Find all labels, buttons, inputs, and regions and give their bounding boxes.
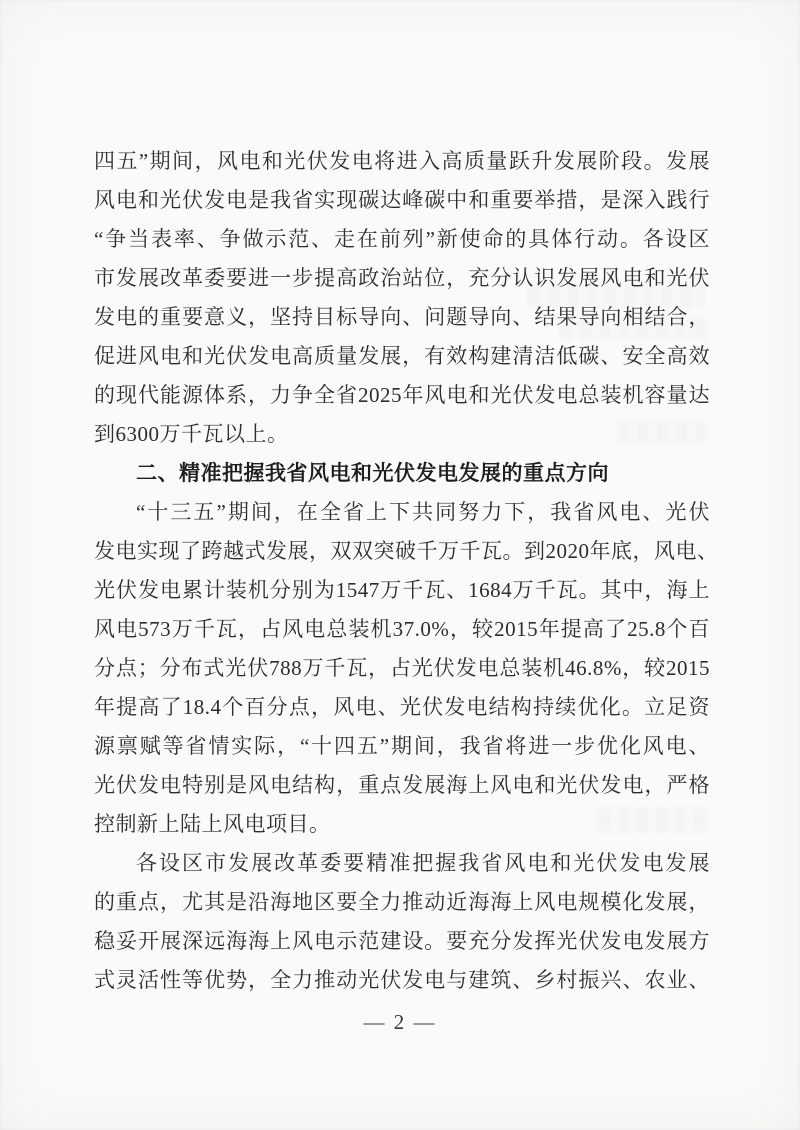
text-line: 的重点，尤其是沿海地区要全力推动近海海上风电规模化发展， (94, 890, 710, 914)
text-line: 源禀赋等省情实际，“十四五”期间，我省将进一步优化风电、 (94, 734, 710, 758)
text-line: 发电的重要意义，坚持目标导向、问题导向、结果导向相结合， (94, 305, 710, 329)
text-line: “十三五”期间，在全省上下共同努力下，我省风电、光伏 (136, 500, 710, 524)
text-line: 发电实现了跨越式发展，双双突破千万千瓦。到2020年底，风电、 (94, 539, 719, 563)
text-line: 的现代能源体系，力争全省2025年风电和光伏发电总装机容量达 (94, 383, 710, 407)
text-line: 促进风电和光伏发电高质量发展，有效构建清洁低碳、安全高效 (94, 344, 710, 368)
text-line: “争当表率、争做示范、走在前列”新使命的具体行动。各设区 (94, 227, 710, 251)
text-line: 光伏发电特别是风电结构，重点发展海上风电和光伏发电，严格 (94, 773, 710, 797)
text-line: 控制新上陆上风电项目。 (94, 812, 331, 836)
text-line: 光伏发电累计装机分别为1547万千瓦、1684万千瓦。其中，海上 (94, 578, 710, 602)
text-line: 式灵活性等优势，全力推动光伏发电与建筑、乡村振兴、农业、 (94, 968, 710, 992)
page-number: — 2 — (363, 1010, 437, 1034)
text-line: 风电和光伏发电是我省实现碳达峰碳中和重要举措，是深入践行 (94, 188, 710, 212)
document-body (94, 142, 719, 1000)
text-line: 到6300万千瓦以上。 (94, 422, 289, 446)
text-line: 分点；分布式光伏788万千瓦，占光伏发电总装机46.8%，较2015 (94, 656, 710, 680)
text-line: 市发展改革委要进一步提高政治站位，充分认识发展风电和光伏 (94, 266, 710, 290)
text-line: 四五”期间，风电和光伏发电将进入高质量跃升发展阶段。发展 (94, 149, 710, 173)
section-heading: 二、精准把握我省风电和光伏发电发展的重点方向 (136, 462, 609, 485)
text-line: 各设区市发展改革委要精准把握我省风电和光伏发电发展 (136, 851, 710, 875)
text-line: 风电573万千瓦，占风电总装机37.0%，较2015年提高了25.8个百 (94, 617, 710, 641)
text-line: 年提高了18.4个百分点，风电、光伏发电结构持续优化。立足资 (94, 695, 710, 719)
text-line: 稳妥开展深远海海上风电示范建设。要充分发挥光伏发电发展方 (94, 929, 710, 953)
